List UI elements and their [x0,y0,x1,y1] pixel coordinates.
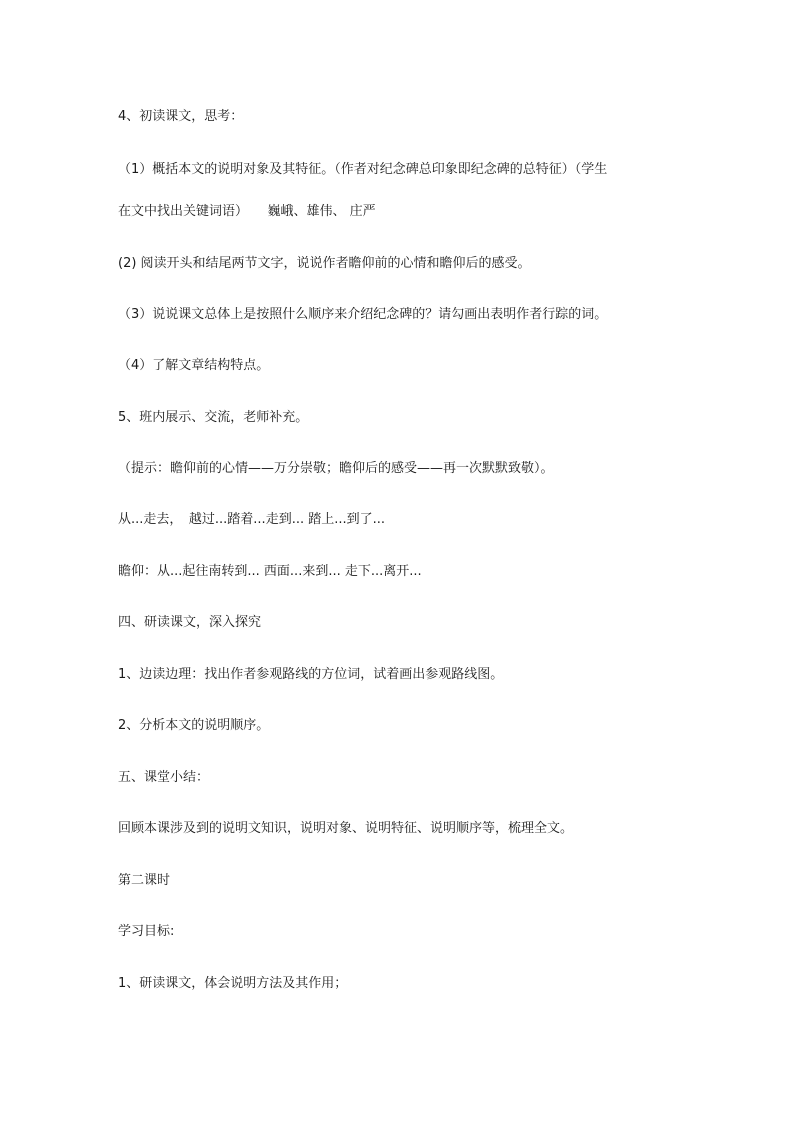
text-line-route-1: 从...走去， 越过...踏着...走到... 踏上...到了... [118,512,386,527]
text-line-question-3: （3）说说课文总体上是按照什么顺序来介绍纪念碑的？请勾画出表明作者行踪的词。 [118,307,608,322]
text-line-learning-goals: 学习目标: [118,924,175,939]
text-line-study-1: 1、边读边理：找出作者参观路线的方位词，试着画出参观路线图。 [118,667,504,682]
text-line-question-1b: 在文中找出关键词语） 巍峨、雄伟、 庄严 [118,204,376,219]
text-line-summary: 回顾本课涉及到的说明文知识，说明对象、说明特征、说明顺序等，梳理全文。 [118,821,574,836]
text-line-reading-task: 4、初读课文，思考： [118,109,244,124]
section-heading-summary: 五、课堂小结： [118,770,210,785]
text-line-class-share: 5、班内展示、交流，老师补充。 [118,410,309,425]
text-line-goal-1: 1、研读课文，体会说明方法及其作用； [118,976,348,991]
text-line-question-2: (2) 阅读开头和结尾两节文字，说说作者瞻仰前的心情和瞻仰后的感受。 [118,256,531,271]
text-line-question-1a: （1）概括本文的说明对象及其特征。（作者对纪念碑总印象即纪念碑的总特征）（学生 [118,162,608,177]
text-line-route-2: 瞻仰：从...起往南转到... 西面...来到... 走下...离开... [118,564,422,579]
text-line-question-4: （4）了解文章结构特点。 [118,358,270,373]
section-heading-second-lesson: 第二课时 [118,873,171,888]
section-heading-study: 四、研读课文，深入探究 [118,615,262,630]
text-line-study-2: 2、分析本文的说明顺序。 [118,718,270,733]
text-line-hint: （提示：瞻仰前的心情——万分崇敬；瞻仰后的感受——再一次默默致敬）。 [118,461,554,476]
